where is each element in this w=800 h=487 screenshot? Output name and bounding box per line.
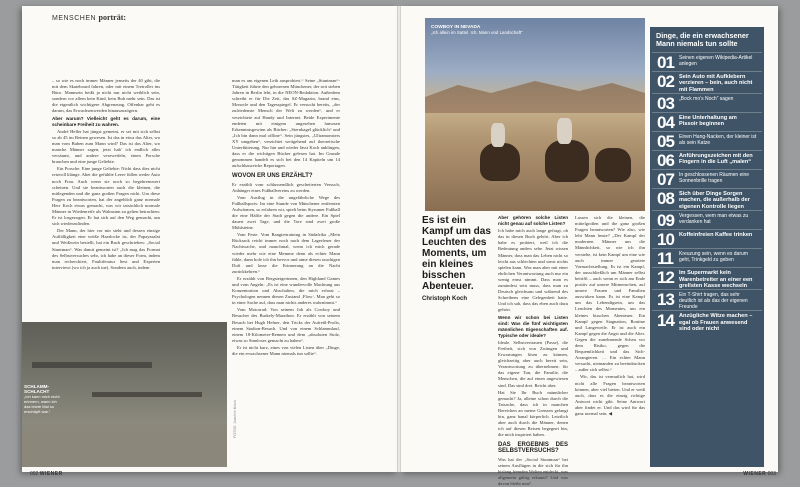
photo-cowboy <box>425 18 645 211</box>
section-sub: porträt: <box>98 13 127 22</box>
pull-quote-text: Es ist ein Kampf um das Leuchten des Moments, um ein kleines bisschen Abenteuer. <box>422 215 491 292</box>
sidebar-list-item <box>652 169 762 188</box>
paragraph: – so wie es noch immer Männer jenseits der 40 gibt, die mit dem Skateboard fahren, oder mit einem Tretroller ins Büro. Mannsein heißt ja nicht nur nicht weiblich sein, sondern vor allem kein Kind, kein Bub mehr sein. Das ist die eigentlich wichtigere Abgrenzung. Offenbar geht es darum, das Erwachsenwerden hinauszuzögern. <box>52 78 160 114</box>
magazine-name: WIENER <box>39 471 63 477</box>
pull-quote <box>422 215 494 305</box>
paragraph: Vom Ausflug in die ungefährliche Wege des Fußballsports: Im eine Stunde von Münchener entfernten Aufwärmen, so erfahren wir, spielt beim Styrumer Fußball die eine Hälfte der Stadt gegen die andere. Ein Spiel dauert zwei Tage, und die Tore sind zwei große Mühlsteine. <box>232 194 340 231</box>
paragraph: Vom Feste. Vom Rangiertraining in Südafrika „Mein Rücksack reicht immer noch nach dem Lagerfeuer der Nachtwache, und manchmal, wenn ich mich gerade wieder mehr wie eine Memme denn als echter Mann fühle, dann hole ich ihn hervor und atme diesen rauchigen Duft und lasse die Erinnerung an die Nacht zurückkehren.“ <box>232 232 340 274</box>
list-number: 07 <box>657 170 674 190</box>
paragraph: Was hat der „Social Stuntman“ bei seinen Ausflügen in die sich für ihn bislang fremden Welten entdeckt, was allgemein gültig erkannt? Und was davon bleibt nun? <box>498 456 568 486</box>
paragraph: Hat Sie Ihr Buch männlicher gemacht? Ja, alleine schon durch die Tatsache, dass ich in manchen Bereichen an meine Grenzen gelangt bin, ganz banal körperlich. Letztlich aber auch durch die Männer, denen ich auf diesen Reisen begegnet bin, die mich inspiriert haben. <box>498 389 568 438</box>
photo-credit: FOTOS: Joachim Bruck <box>233 400 237 438</box>
list-number: 08 <box>657 189 674 209</box>
magazine-name: WIENER <box>743 471 767 477</box>
photo-caption <box>431 25 523 35</box>
paragraph: André Heller hat jüngst gemeint, er sei mit sich selbst so ab 45 im Reinen gewesen. Ist das in etwa das Alter, wo man vom Buben zum Mann wird? Das ist das Alter, wo manche Männer sagen, jetzt hab' ich endlich alles versäumt, und andere verzweifeln, einen Porsche brauchen und eine junge Geliebte. <box>52 128 160 165</box>
sidebar-list-item <box>652 52 762 71</box>
paragraph: Vom Motorrad: Von seinem Job als Cowboy und Besucher des Burkely-Marathon. Er erzählt von seinem Besuch bei Hugh Hefner, den Tricks der Aufreiß-Profis, einem Stadion-Besuch. Und von einem Schlammlauf, einem 18-Kilometer-Rennen und dem „absoluten Stolz, etwas so Sinnloses gemacht zu haben“. <box>232 307 340 343</box>
list-text: Seinen eigenen Wikipedia-Artikel anlegen <box>679 54 753 67</box>
list-number: 03 <box>657 94 674 114</box>
paragraph: Er erzählt vom schlussendlich gescheiterten Versuch, Anhänger eines Fußballvereins zu werden. <box>232 181 340 193</box>
page-number: 003 <box>767 471 776 477</box>
right-column-2 <box>575 215 645 467</box>
list-number: 13 <box>657 290 674 310</box>
left-column-2 <box>232 78 340 468</box>
section-name: MENSCHEN <box>52 15 97 22</box>
caption-text: „Ich kann mich nicht erinnern, wann ich das letzte Mal so erschöpft war.“ <box>24 394 60 414</box>
page-number: 002 <box>30 471 39 477</box>
paragraph: Wir, das ist vermutlich hat, wird nicht alle Fragen beantworten können, aber viel bieten. Und er weiß auch, dass es die einzig richtige Antwort nicht gibt. Seine Antwort aber findet er. Und das wird für das ganz normal sein. ◀ <box>575 374 645 416</box>
sidebar-list-item <box>652 210 762 229</box>
sidebar-list-item <box>652 229 762 248</box>
sidebar-list-item <box>652 93 762 112</box>
list-number: 01 <box>657 52 674 72</box>
caption-text: „Ich allein im Sattel. Ich. Mann und Landschaft“ <box>431 30 523 36</box>
subheading: DAS ERGEBNIS DES SELBSTVERSUCHS? <box>498 442 568 455</box>
sidebar-title: Dinge, die ein erwachsener Mann niemals tun sollte <box>656 31 749 49</box>
list-text: In geschlossenen Räumen eine Sonnenbrille tragen <box>679 172 750 185</box>
list-number: 12 <box>657 268 674 288</box>
left-column-1 <box>52 78 160 318</box>
list-text: Ein T-Shirt tragen, das sehr deutlich ist als das der eigenen Freunde <box>679 292 748 311</box>
list-text: Anführungszeichen mit den Fingern in die Luft „malen“ <box>679 153 753 166</box>
list-text: Kreuzung sein, wenn es darum geht, Trinkgeld zu geben <box>679 251 748 264</box>
sidebar-list-item <box>652 131 762 150</box>
paragraph: Der Mann, der hier vor mir steht und dessen einzige Auffälligkeit eine weiße Haarlocke ist, der Papayasalat und Weißwein bestellt, hat ein Buch geschrieben: „Social Stuntman“. Was damit gemeint ist? „Ich mag das Format des Selbstversuches sehr, ich habe an dieser Form, indem man recherchiert, Faultiferatur liest und Experten interviewt (wo ich ja auch tue). Sondern auch, indem <box>52 228 160 270</box>
sidebar-list-item <box>652 248 762 267</box>
interview-question: Wenn wir schon bei Listen sind: Was die fünf wichtigsten männlichen Eigenschaften auf. Typische oder ideale? <box>498 314 568 338</box>
paragraph: Lassen sich die kleinen, die mittelgroßen und die ganz großen Fragen beantworten? Wie also, wie lebt Mann heute? „Der Kampf der modernen Männer um die Männlichkeit, so wie ich ihn verstehe, ist kein Kampf um eine wie auch immer geartete Vormachtstellung. Es ist ein Kampf, der ausschließlich um Männer selbst betrifft – auch wenn er sich am Ende positiv auf unsere Mitmenschen, auf unsere Frauen und Familien auswirken kann. Es ist eine Kampf um das Lebendigsein, um das Leuchten des Momentes, um ein kleines bisschen Abenteuer. Ein Kampf gegen Stagnation, Routine und Langeweile. Er ist auch ein Kampf gegen die Angst und die Alter. Gegen die zunehmende Scheu vor dem Risiko, gegen die Bequemlichkeit und das Sich-Arrangieren. … Ein echter Mann versucht, niemanden zu beeindrucken – außer sich selbst.“ <box>575 215 645 373</box>
sidebar-list-item <box>652 112 762 131</box>
paragraph: Ein Porsche. Eine junge Geliebte: Nicht dass dies nicht reizvoll klänge. Aber die gefühlte Leere füllen weder Auto noch Frau. Auch wenn sie noch so begehrenswert scheinen. Und sie beantworten auch die kleinen, die mitlegenden und die ganz großen Fragen nicht. Um diese Fragen zu beantworten, hat der angeblich ganz normale Herr Koch etwas gemacht, was wir tatsächlich normale Männer in Wiedenreife als Wahnsinn zu gelten betrachten: Er ist losgezogen. Er hat sich auf den Weg gemacht, um sich wiederzufinden. <box>52 166 160 227</box>
sidebar-list-item <box>652 267 762 289</box>
paragraph: man es am eigenen Leib ausprobiert.“ Seine „Stuntman“-Tätigkeit führte den geborenen Münchener, der seit sieben Jahren in Berlin lebt, in die NEON-Redaktion. Außerdem schreibt er für Die Zeit, das SZ-Magazin, brand eins, Monocle und den Tagesspiegel. Er versucht bereits, „der zufriedenste Mensch der Welt zu werden“, und er verzichtete auf Handy und Internet. Beide Experimente endeten mit einigem ungesehen famosen Erkenntnisgewinn als Bücher: „Sternhagel glücklich“ und „Ich bin dann mal offline“. Sein jüngstes, „Ultramonsters XY umgeben“, verzichtet weitgehend auf theoretische Unterfütterung. Nur hin und wieder lässt Koch anklingen, dass er die wichtigen Bücher gelesen hat. Im Grunde genommen handelt es sich bei den 14 Kapiteln um 14 aufschlussreiche Reportagen. <box>232 78 340 169</box>
list-number: 05 <box>657 132 674 152</box>
list-number: 10 <box>657 230 674 250</box>
list-text: Im Supermarkt kein Warenbetreiter an einer een grellsten Kasse wechseln <box>679 270 753 290</box>
interview-question: Aber warum? Vielleicht geht es darum, eine scheinbare Freiheit zu wahren. <box>52 115 160 127</box>
list-text: „Bock mo’s Noch“ sagen <box>679 96 734 103</box>
sidebar-list-item <box>652 310 762 332</box>
list-text: Sich über Dinge Sorgen machen, die außerhalb der eigenen Kontrolle liegen <box>679 191 750 210</box>
list-number: 06 <box>657 151 674 171</box>
gutter <box>397 6 401 472</box>
paragraph: Ideale. Selbstvertrauen (Passe), die Freiheit, sich von Zwängen und Erwartungen lösen zu können, gleichzeitig aber auch bereit sein, Verantwortung zu übernehmen: für das eigene Tun, die Familie, die Menschen, die auf einen angewiesen sind. Das sind drei. Reicht aber. <box>498 339 568 388</box>
paragraph: Ich habe mich auch lange gefragt, ob das in diesen Buch gehört. Aber ich habe es probiert, weil ich die Bedeutung anders sehe. Jetzt wissen Männer, dass man das Leben nicht so leicht aus schlechten und sonst nichts spielen kann. Was man aber mit einer ehrlichen Verantwortung auch nur ein wenig ernst nimmt. Dass man es zumindest sein muss, dass man zu Deutsch gleichsam und während des Schreibens eine Gelegenheit hatte. Und ich sah, dass das eben auch dazu gehört. <box>498 228 568 313</box>
sidebar-list-item <box>652 188 762 210</box>
list-number: 09 <box>657 211 674 231</box>
paragraph: Er ist nicht kurz, eines von vielen Listen über „Dinge, die ein erwachsener Mann niemals tun sollte“. <box>232 344 340 357</box>
subheading: WOVON ER UNS ERZÄHLT? <box>232 173 313 180</box>
caption-title: SCHLAMM-SCHLACHT <box>24 384 50 394</box>
interview-question: Aber gehören solche Listen nicht genau auf solche Listen? <box>498 215 568 227</box>
list-text: Sein Auto mit Aufklebern verzieren – bein, auch nicht mit Flammen <box>679 73 753 93</box>
sidebar-list <box>650 27 764 467</box>
right-column-1 <box>498 215 568 486</box>
sidebar-list-item <box>652 71 762 93</box>
list-text: Koffeinfreien Kaffee trinken <box>679 232 753 239</box>
photo-mud-run <box>22 322 227 467</box>
section-label <box>52 13 126 22</box>
footer-left <box>30 471 63 477</box>
list-number: 14 <box>657 311 674 331</box>
list-text: Vergessen, wem man etwas zu verdanken hat <box>679 213 749 226</box>
footer-right <box>743 471 776 477</box>
list-text: Einen Hang-Nacken, der kleiner ist als sein Katze <box>679 134 757 147</box>
sidebar-list-item <box>652 150 762 169</box>
list-text: Eine Unterhaltung am Pissoir beginnen <box>679 115 737 128</box>
paragraph: Er erzählt von Bergsteigerinnen, den Highland Games und vom Angeln: „Es ist eine wundervolle Machtung aus Konzentration und Abschalten, die mich erfasst – Psychologen nennen diesen Zustand ‚Flow‘. Man geht so in einer Sache auf, dass man nichts anderes wahrnimmt.“ <box>232 275 340 306</box>
caption-title: COWBOY IN NEVADA <box>431 25 481 30</box>
list-text: Anzügliche Witze machen – egal ob Frauen anwesend sind oder nicht <box>679 313 753 333</box>
list-number: 04 <box>657 113 674 133</box>
list-number: 02 <box>657 71 674 91</box>
pull-quote-author: Christoph Koch <box>422 296 467 302</box>
list-number: 11 <box>657 249 673 269</box>
sidebar-list-item <box>652 289 762 310</box>
photo-caption <box>24 384 62 414</box>
